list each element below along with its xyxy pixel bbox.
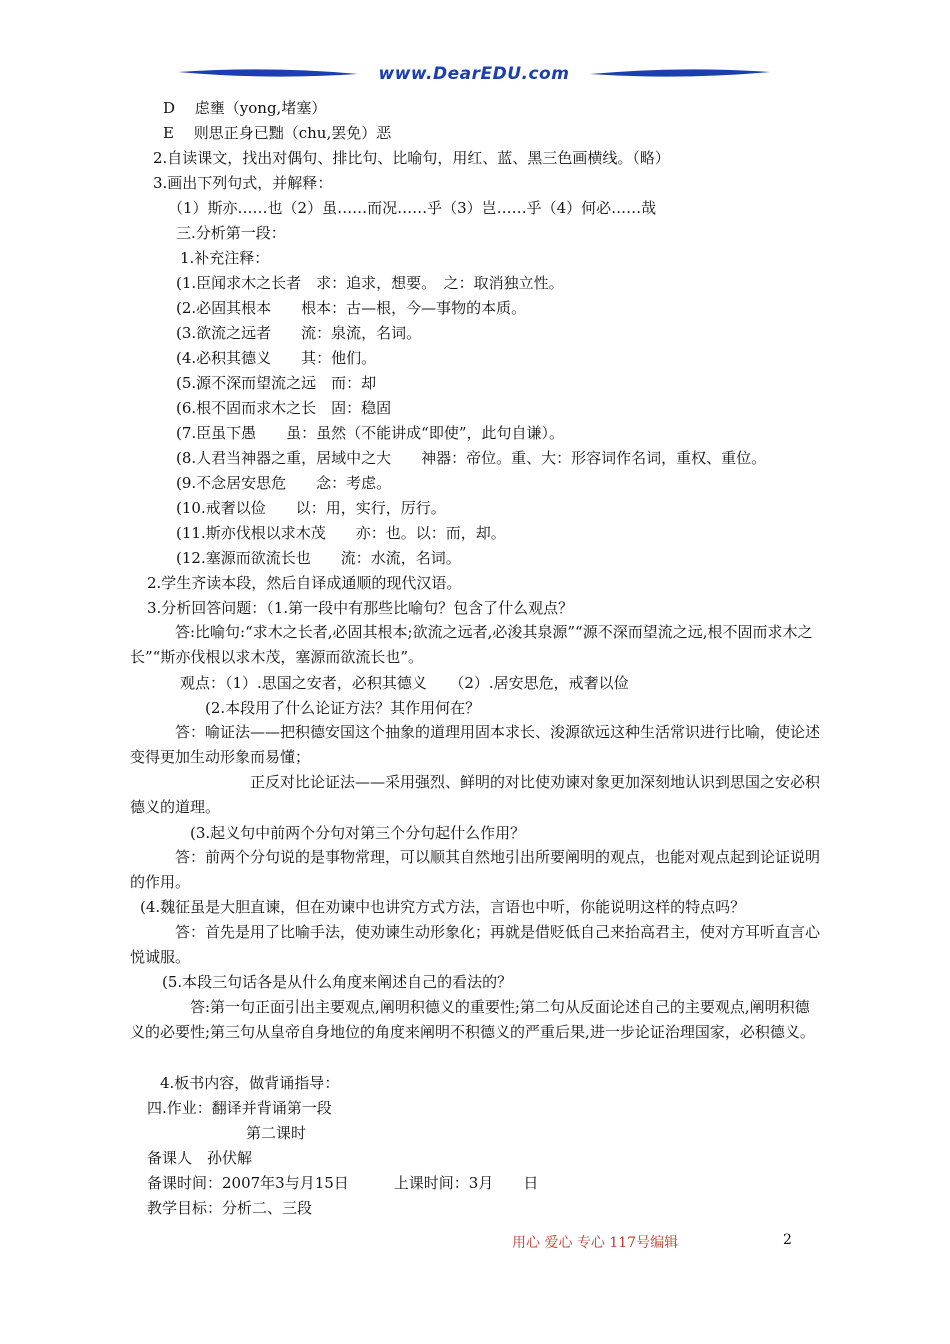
text-line: 3.画出下列句式，并解释： xyxy=(153,174,333,192)
answer-paragraph: 答：首先是用了比喻手法，使劝谏生动形象化；再就是借贬低自己来抬高君主，使对方耳听直言心悦诚服。 xyxy=(130,923,821,966)
answer-paragraph: 答:比喻句:“求木之长者,必固其根本;欲流之远者,必浚其泉源”“源不深而望流之远,根不固而求木之长”“斯亦伐根以求木茂，塞源而欲流长也”。 xyxy=(130,623,813,666)
annotation-item: (7.臣虽下愚 虽：虽然（不能讲成“即使”，此句自谦）。 xyxy=(176,424,565,442)
question: (4.魏征虽是大胆直谏，但在劝谏中也讲究方式方法，言语也中听，你能说明这样的特点吗？ xyxy=(140,898,746,916)
answer-paragraph: 答:第一句正面引出主要观点,阐明积德义的重要性;第二句从反面论述自己的主要观点,阐明积德义的必要性;第三句从皇帝自身地位的角度来阐明不积德义的严重后果,进一步论证治理国家，必积德义。 xyxy=(130,998,815,1041)
question: (5.本段三句话各是从什么角度来阐述自己的看法的？ xyxy=(162,973,513,991)
question: (2.本段用了什么论证方法？其作用何在？ xyxy=(205,699,481,717)
text-line: 教学目标：分析二、三段 xyxy=(147,1199,313,1217)
page-number: 2 xyxy=(783,1232,792,1248)
answer-paragraph: 答：喻证法——把积德安国这个抽象的道理用固本求长、浚源欲远这种生活常识进行比喻，使论述变得更加生动形象而易懂； xyxy=(130,723,821,766)
text-line: 备课人 孙伏解 xyxy=(147,1149,253,1167)
text-line: 4.板书内容，做背诵指导： xyxy=(160,1074,340,1092)
annotation-item: (12.塞源而欲流长也 流：水流，名词。 xyxy=(176,549,461,567)
answer-paragraph: 正反对比论证法——采用强烈、鲜明的对比使劝谏对象更加深刻地认识到思国之安必积德义的道理。 xyxy=(130,773,821,816)
question: (3.起义句中前两个分句对第三个分句起什么作用？ xyxy=(190,824,526,842)
section-heading: 三.分析第一段： xyxy=(176,224,286,242)
text-line: E 则思正身已黜（chu,罢免）恶 xyxy=(163,124,392,142)
text-line: 备课时间：2007年3与月15日 上课时间：3月 日 xyxy=(147,1174,539,1192)
site-url: www.DearEDU.com xyxy=(378,64,570,84)
lesson-title: 第二课时 xyxy=(246,1124,307,1142)
site-header xyxy=(178,62,770,92)
annotation-item: (3.欲流之远者 流：泉流，名词。 xyxy=(176,324,422,342)
annotation-item: (9.不念居安思危 念：考虑。 xyxy=(176,474,392,492)
text-line: D 虑壅（yong,堵塞） xyxy=(163,99,327,117)
annotation-item: (6.根不固而求木之长 固：稳固 xyxy=(176,399,392,417)
annotation-item: (5.源不深而望流之远 而：却 xyxy=(176,374,377,392)
annotation-item: (11.斯亦伐根以求木茂 亦：也。以：而，却。 xyxy=(176,524,506,542)
text-line: 2.自读课文，找出对偶句、排比句、比喻句，用红、蓝、黑三色画横线。（略） xyxy=(153,149,670,167)
annotation-item: (10.戒奢以俭 以：用，实行，厉行。 xyxy=(176,499,446,517)
annotation-item: (1.臣闻求木之长者 求：追求，想要。 之：取消独立性。 xyxy=(176,274,564,292)
text-line: 观点：（1）.思国之安者，必积其德义 （2）.居安思危，戒奢以俭 xyxy=(180,674,629,692)
question: 3.分析回答问题：（1.第一段中有那些比喻句？包含了什么观点？ xyxy=(147,599,574,617)
header-swoosh-right xyxy=(590,68,770,80)
section-heading: 四.作业：翻译并背诵第一段 xyxy=(147,1099,332,1117)
annotation-item: (4.必积其德义 其：他们。 xyxy=(176,349,377,367)
text-line: （1）斯亦……也（2）虽……而况……乎（3）岂……乎（4）何必……哉 xyxy=(168,199,657,217)
annotation-item: (8.人君当神器之重，居域中之大 神器：帝位。重、大：形容词作名词，重权、重位。 xyxy=(176,449,767,467)
text-line: 2.学生齐读本段，然后自译成通顺的现代汉语。 xyxy=(147,574,462,592)
answer-paragraph: 答：前两个分句说的是事物常理，可以顺其自然地引出所要阐明的观点，也能对观点起到论证说明的作用。 xyxy=(130,848,821,891)
text-line: 1.补充注释： xyxy=(180,249,270,267)
annotation-item: (2.必固其根本 根本：古—根，今—事物的本质。 xyxy=(176,299,527,317)
footer-slogan: 用心 爱心 专心 117号编辑 xyxy=(512,1235,679,1251)
